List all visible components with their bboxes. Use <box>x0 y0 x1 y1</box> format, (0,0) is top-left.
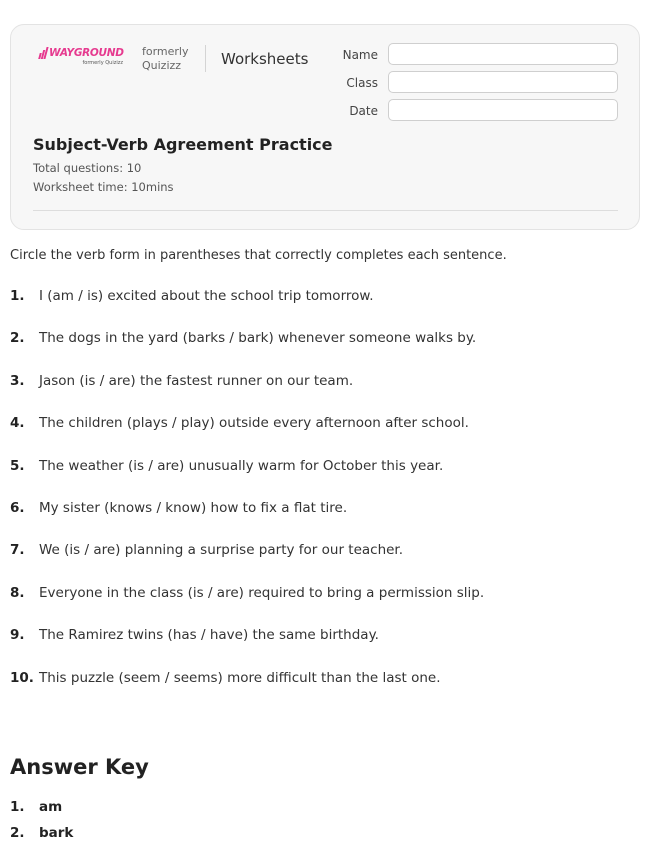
question-item <box>10 330 476 346</box>
quizizz-line: Quizizz <box>142 59 182 72</box>
answer-key-title: Answer Key <box>10 755 149 779</box>
question-text: My sister (knows / know) how to fix a flat tire. <box>39 500 348 516</box>
worksheet-time: Worksheet time: 10mins <box>33 180 174 194</box>
class-label: Class <box>346 76 378 90</box>
answer-number: 1. <box>10 799 25 815</box>
date-label: Date <box>349 104 378 118</box>
answer-text: bark <box>39 825 74 841</box>
question-text: The Ramirez twins (has / have) the same birthday. <box>39 627 379 643</box>
question-item <box>10 373 353 389</box>
question-number: 5. <box>10 458 25 474</box>
question-number: 6. <box>10 500 25 516</box>
formerly-line: formerly <box>142 45 189 58</box>
question-item <box>10 585 484 601</box>
question-text: We (is / are) planning a surprise party for our teacher. <box>39 542 404 558</box>
question-item <box>10 500 347 516</box>
question-number: 4. <box>10 415 25 431</box>
question-text: The dogs in the yard (barks / bark) whenever someone walks by. <box>39 330 477 346</box>
question-number: 8. <box>10 585 25 601</box>
question-number: 7. <box>10 542 25 558</box>
logo-bars-icon <box>39 47 47 59</box>
question-number: 10. <box>10 670 34 686</box>
answer-item <box>10 825 73 841</box>
question-text: The weather (is / are) unusually warm for October this year. <box>39 458 444 474</box>
worksheet-title: Subject-Verb Agreement Practice <box>33 135 333 154</box>
name-label: Name <box>342 48 378 62</box>
instructions: Circle the verb form in parentheses that correctly completes each sentence. <box>10 248 507 263</box>
question-text: Everyone in the class (is / are) required to bring a permission slip. <box>39 585 485 601</box>
date-field[interactable] <box>388 99 618 121</box>
question-text: The children (plays / play) outside every afternoon after school. <box>39 415 469 431</box>
question-item <box>10 288 374 304</box>
question-item <box>10 415 469 431</box>
worksheet-header <box>10 24 640 230</box>
question-item <box>10 542 403 558</box>
question-text: This puzzle (seem / seems) more difficult than the last one. <box>39 670 441 686</box>
header-bottom-divider <box>33 210 618 211</box>
total-questions: Total questions: 10 <box>33 161 142 175</box>
wayground-logo <box>39 47 127 66</box>
class-field[interactable] <box>388 71 618 93</box>
question-text: Jason (is / are) the fastest runner on our team. <box>39 373 354 389</box>
logo-subtext: formerly Quizizz <box>82 60 123 66</box>
logo-wordmark: WAYGROUND <box>49 47 124 59</box>
question-number: 9. <box>10 627 25 643</box>
name-field[interactable] <box>388 43 618 65</box>
question-number: 3. <box>10 373 25 389</box>
question-item <box>10 458 443 474</box>
question-item <box>10 627 379 643</box>
question-number: 1. <box>10 288 25 304</box>
answer-item <box>10 799 62 815</box>
question-item <box>10 670 441 686</box>
formerly-quizizz-note <box>142 45 189 73</box>
answer-number: 2. <box>10 825 25 841</box>
question-text: I (am / is) excited about the school trip tomorrow. <box>39 288 374 304</box>
header-divider <box>205 45 206 72</box>
worksheets-label: Worksheets <box>221 50 309 68</box>
question-number: 2. <box>10 330 25 346</box>
answer-text: am <box>39 799 63 815</box>
